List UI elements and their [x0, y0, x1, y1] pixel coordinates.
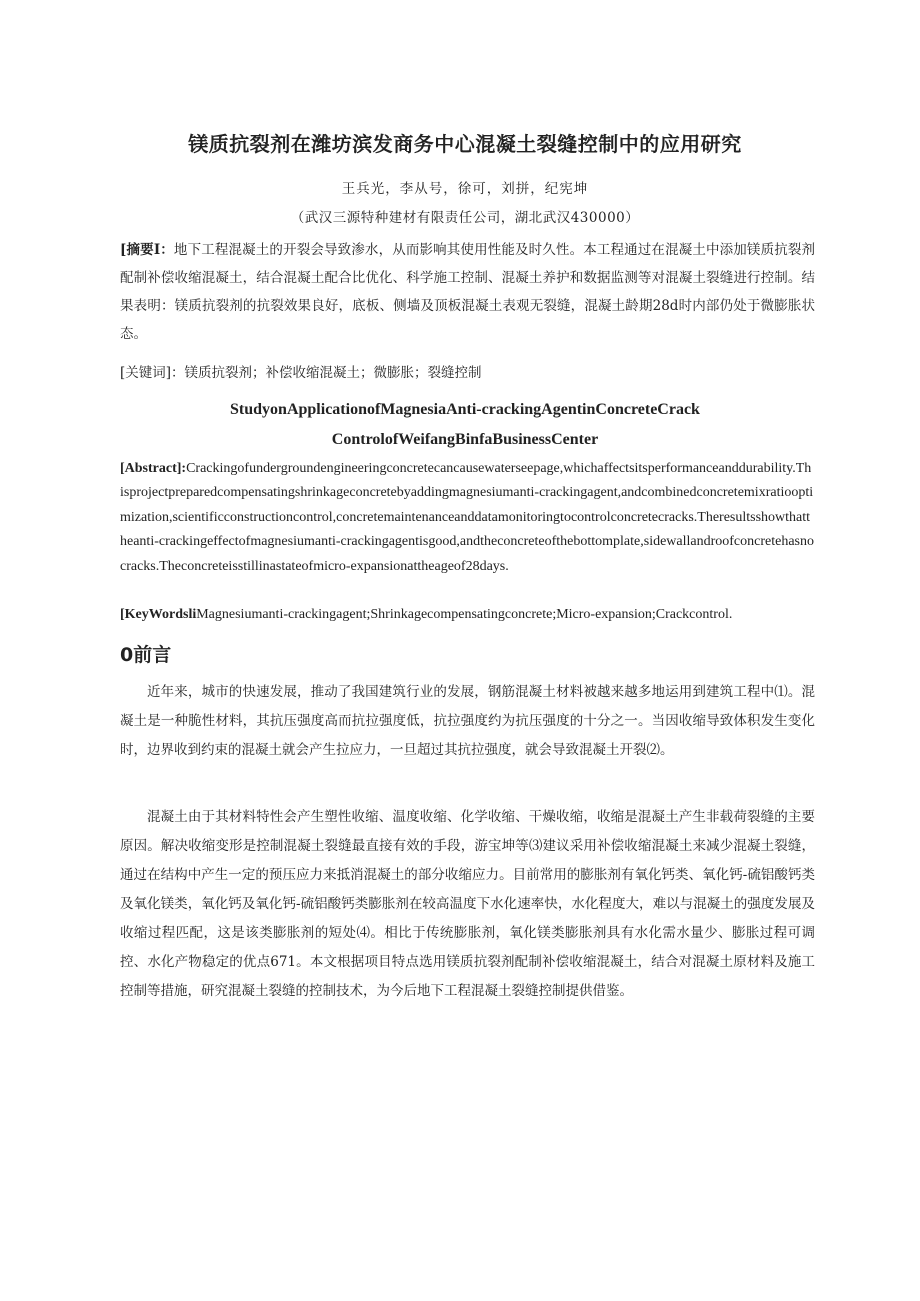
author-list: 王兵光，李从号，徐可，刘拼，纪宪坤 [341, 181, 589, 197]
body-paragraph-2: 混凝土由于其材料特性会产生塑性收缩、温度收缩、化学收缩、干燥收缩，收缩是混凝土产生非载荷裂缝的主要原因。解决收缩变形是控制混凝土裂缝最直接有效的手段，游宝坤等⑶建议采用补偿收缩混凝土来减少混凝土裂缝，通过在结构中产生一定的预压应力来抵消混凝土的部分收缩应力。目前常用的膨胀剂有氧化钙类、氧化钙-硫铝酸钙类及氧化镁类，氧化钙及氧化钙-硫铝酸钙类膨胀剂在较高温度下水化速率快，水化程度大，难以与混凝土的强度发展及收缩过程匹配，这是该类膨胀剂的短处⑷。相比于传统膨胀剂，氧化镁类膨胀剂具有水化需水量少、膨胀过程可调控、水化产物稳定的优点671。本文根据项目特点选用镁质抗裂剂配制补偿收缩混凝土，结合对混凝土原材料及施工控制等措施，研究混凝土裂缝的控制技术，为今后地下工程混凝土裂缝控制提供借鉴。 [120, 809, 815, 999]
abstract-cn [120, 236, 815, 348]
body-paragraph-1: 近年来，城市的快速发展，推动了我国建筑行业的发展，钢筋混凝土材料被越来越多地运用到建筑工程中⑴。混凝土是一种脆性材料，其抗压强度高而抗拉强度低，抗拉强度约为抗压强度的十分之一。当因收缩导致体积发生变化时，边界收到约束的混凝土就会产生拉应力，一旦超过其抗拉强度，就会导致混凝土开裂⑵。 [120, 684, 815, 758]
section-heading-introduction: 0前言 [120, 644, 172, 666]
paper-title-en-line-2: ControlofWeifangBinfaBusinessCenter [331, 431, 599, 448]
keywords-en-label: [KeyWordsli [120, 607, 197, 622]
paper-title-en-line-1: StudyonApplicationofMagnesiaAnti-crackingAgentinConcreteCrack [230, 401, 700, 418]
abstract-en [120, 457, 815, 579]
abstract-cn-label: [摘要I： [120, 242, 174, 258]
keywords-en-text: Magnesiumanti-crackingagent;Shrinkagecompensatingconcrete;Micro-expansion;Crackcontrol. [196, 607, 733, 622]
abstract-cn-text: 地下工程混凝土的开裂会导致渗水，从而影响其使用性能及时久性。本工程通过在混凝土中添加镁质抗裂剂配制补偿收缩混凝土，结合混凝土配合比优化、科学施工控制、混凝土养护和数据监测等对混凝土裂缝进行控制。结果表明：镁质抗裂剂的抗裂效果良好，底板、侧墙及顶板混凝土表观无裂缝，混凝土龄期28d时内部仍处于微膨胀状态。 [120, 242, 816, 342]
abstract-en-text: Crackingofundergroundengineeringconcretecancausewaterseepage,whichaffectsitsperformanceanddurability.Thisprojectpreparedcompensatingshrinkageconcretebyaddingmagnesiumanti-crackingagent,andcombinedconcretemixratiooptimization,scientificconstructioncontrol,concretemaintenanceanddatamonitoringtocontrolconcretecracks.Theresultsshowthattheanti-crackingeffectofmagnesiumanti-crackingagentisgood,andtheconcreteofthebottomplate,sidewallandroofconcretehasnocracks.Theconcreteisstillinastateofmicro-expansionattheageof28days. [120, 461, 815, 574]
paper-title-en [100, 395, 830, 455]
keywords-cn: [关键词]：镁质抗裂剂；补偿收缩混凝土；微膨胀；裂缝控制 [120, 365, 482, 381]
abstract-en-label: [Abstract]: [120, 461, 187, 476]
author-affiliation: （武汉三源特种建材有限责任公司，湖北武汉430000） [290, 210, 640, 226]
paper-title-cn: 镁质抗裂剂在潍坊滨发商务中心混凝土裂缝控制中的应用研究 [188, 132, 742, 156]
keywords-en [120, 603, 815, 627]
